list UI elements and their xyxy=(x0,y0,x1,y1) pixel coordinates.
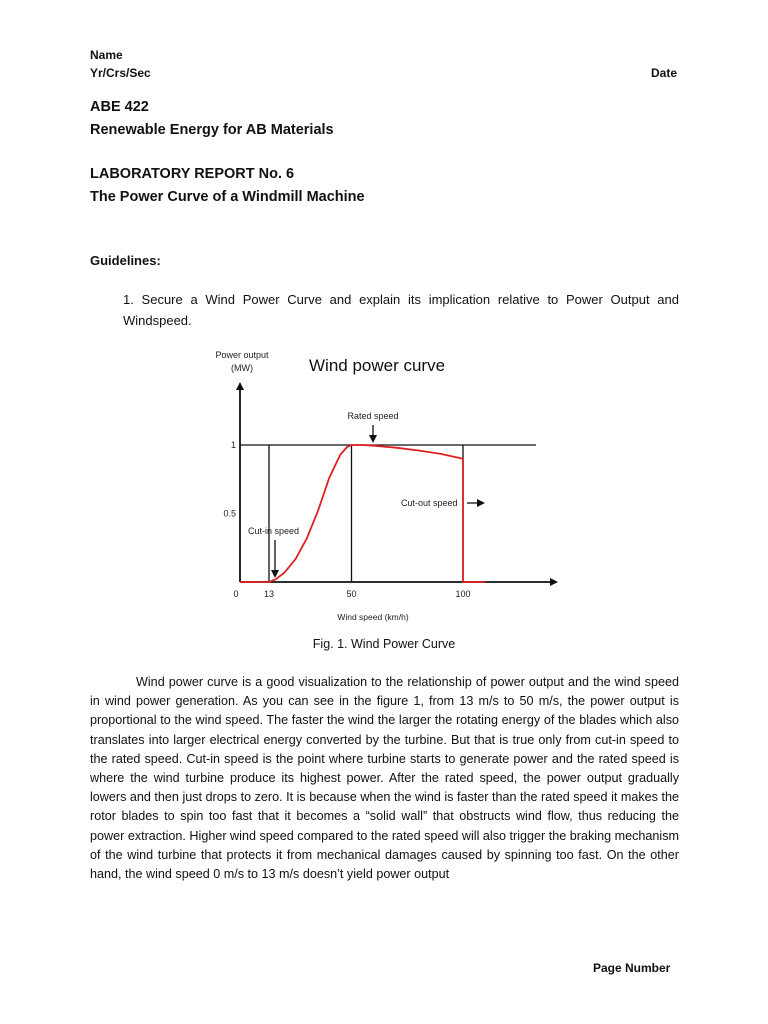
wind-power-curve-chart xyxy=(200,344,570,629)
y-tick-label-0-5: 0.5 xyxy=(223,508,236,519)
power-curve-line xyxy=(240,445,485,582)
course-title: Renewable Energy for AB Materials xyxy=(90,122,334,138)
x-tick-label-0: 0 xyxy=(233,589,239,599)
y-tick-label-1: 1 xyxy=(230,440,236,450)
course-block xyxy=(90,96,334,142)
date-label: Date xyxy=(651,66,678,80)
name-label: Name xyxy=(90,48,123,62)
report-number: LABORATORY REPORT No. 6 xyxy=(90,166,295,182)
guidelines-heading: Guidelines: xyxy=(90,253,161,268)
chart-title: Wind power curve xyxy=(309,356,446,375)
chart-ylabel-line1: Power output xyxy=(215,350,269,360)
annotation-cut-in-speed: Cut-in speed xyxy=(248,526,300,536)
annotation-cut-out-speed: Cut-out speed xyxy=(401,498,458,508)
annotation-rated-speed: Rated speed xyxy=(347,411,399,421)
figure-caption: Fig. 1. Wind Power Curve xyxy=(312,637,456,651)
course-code: ABE 422 xyxy=(90,99,149,115)
report-block xyxy=(90,163,365,209)
report-title: The Power Curve of a Windmill Machine xyxy=(90,189,365,205)
yr-crs-sec-label: Yr/Crs/Sec xyxy=(90,66,151,80)
x-tick-label-13: 13 xyxy=(263,589,274,599)
x-tick-label-50: 50 xyxy=(346,589,357,599)
page-number: Page Number xyxy=(593,961,671,975)
chart-xlabel: Wind speed (km/h) xyxy=(337,612,409,622)
guideline-item-1: 1. Secure a Wind Power Curve and explain its implication relative to Power Output and Windspeed. xyxy=(123,292,679,328)
chart-ylabel-line2: (MW) xyxy=(231,363,253,373)
body-paragraph: Wind power curve is a good visualization to the relationship of power output and the wind speed in wind power generation. As you can see in the figure 1, from 13 m/s to 50 m/s, the power output is proportional to the wind speed. The faster the wind the larger the rotating energy of the blades which also translates into larger electrical energy converted by the turbine. But that is true only from cut-in speed to the rated speed. Cut-in speed is the point where turbine starts to generate power and the rated speed is where the wind turbine produce its highest power. After the rated speed, the power output gradually lowers and then just drops to zero. It is because when the wind is faster than the rated speed it makes the rotor blades to spin too fast that it becomes a “solid wall” that obstructs wind flow, thus reducing the power extraction. Higher wind speed compared to the rated speed will also trigger the braking mechanism of the wind turbine that protects it from mechanical damages caused by spinning too fast. On the other hand, the wind speed 0 m/s to 13 m/s doesn’t yield power output xyxy=(90,675,679,882)
x-tick-label-100: 100 xyxy=(455,589,471,599)
